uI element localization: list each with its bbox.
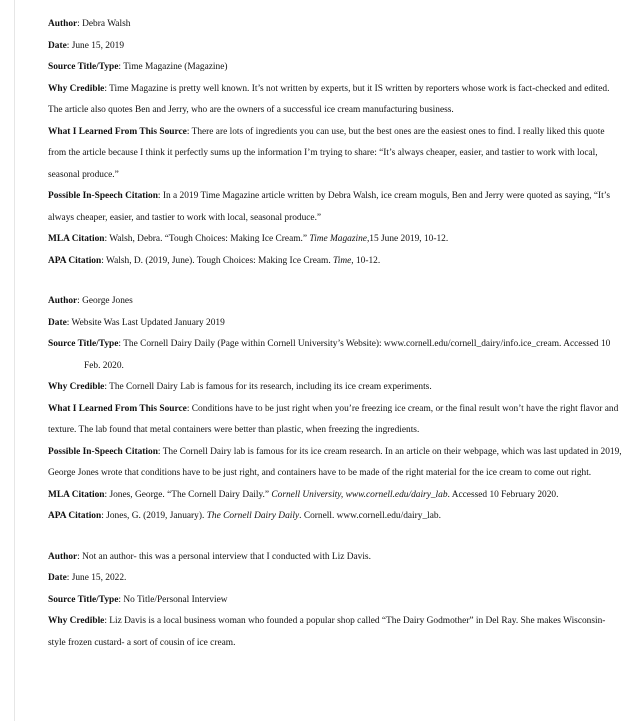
- date-value: June 15, 2022.: [71, 573, 127, 583]
- mla-text: Walsh, Debra. “Tough Choices: Making Ice Cream.”: [109, 234, 310, 244]
- possible-citation-value: In a 2019 Time Magazine article written by Debra Walsh, ice cream moguls, Ben and Jerry were quoted as saying, “It’s always cheaper, easier, and tastier to work with local, seasonal produce.”: [48, 191, 610, 223]
- why-credible-line: Why Credible: Time Magazine is pretty well known. It’s not written by experts, but it IS written by reporters whose work is fact-checked and edited. The article also quotes Ben and Jerry, who are the owners of a successful ice cream manufacturing business.: [48, 83, 610, 115]
- apa-label: APA Citation: [48, 255, 102, 266]
- source-entry: [48, 291, 623, 528]
- author-label: Author: [48, 551, 78, 562]
- source-entry: [48, 14, 623, 272]
- mla-text-end: ,15 June 2019, 10-12.: [366, 234, 449, 244]
- why-credible-line: Why Credible: The Cornell Dairy Lab is famous for its research, including its ice cream experiments.: [48, 382, 432, 392]
- date-line: Date: Website Was Last Updated January 2019: [48, 317, 225, 328]
- author-line: Author: George Jones: [48, 296, 133, 306]
- what-learned-label: What I Learned From This Source: [48, 403, 187, 414]
- date-label: Date: [48, 317, 67, 328]
- why-credible-value: Time Magazine is pretty well known. It’s not written by experts, but it IS written by reporters whose work is fact-checked and edited. The article also quotes Ben and Jerry, who are the owners of a successful ice cream manufacturing business.: [48, 83, 610, 115]
- date-label: Date: [48, 573, 67, 583]
- mla-text: Jones, George. “The Cornell Dairy Daily.”: [109, 489, 272, 500]
- mla-italic-title: Cornell University, www.cornell.edu/dairy_lab: [271, 489, 448, 500]
- source-title-value: The Cornell Dairy Daily (Page within Cornell University’s Website): www.cornell.edu/cornell_dairy/info.ice_cream. Accessed 10 Feb. 2020.: [84, 339, 611, 371]
- date-line: Date: June 15, 2019: [48, 40, 125, 51]
- what-learned-line: What I Learned From This Source: There are lots of ingredients you can use, but the best ones are the easiest ones to find. I really liked this quote from the article because I think it perfectly sums up the information I’m trying to share: “It’s always cheaper, easier, and tastier to work with local, seasonal produce.”: [48, 126, 605, 180]
- page-edge-line: [14, 0, 15, 721]
- source-title-label: Source Title/Type: [48, 62, 119, 72]
- mla-citation-line: MLA Citation: Walsh, Debra. “Tough Choices: Making Ice Cream.” Time Magazine,15 June 2019, 10-12.: [48, 234, 449, 244]
- date-label: Date: [48, 40, 67, 51]
- document-body: [48, 14, 623, 673]
- why-credible-line: Why Credible: Liz Davis is a local business woman who founded a popular shop called “The Dairy Godmother” in Del Ray. She makes Wisconsin-style frozen custard- a sort of cousin of ice cream.: [48, 616, 606, 648]
- mla-citation-line: MLA Citation: Jones, George. “The Cornell Dairy Daily.” Cornell University, www.cornell.edu/dairy_lab. Accessed 10 February 2020.: [48, 489, 559, 500]
- author-value: George Jones: [82, 296, 133, 306]
- source-entry: [48, 547, 623, 655]
- apa-label: APA Citation: [48, 511, 102, 521]
- author-line: Author: Debra Walsh: [48, 19, 131, 29]
- source-title-label: Source Title/Type: [48, 339, 119, 349]
- why-credible-value: The Cornell Dairy Lab is famous for its research, including its ice cream experiments.: [109, 382, 432, 392]
- apa-text: Jones, G. (2019, January).: [106, 511, 207, 521]
- date-value: Website Was Last Updated January 2019: [71, 317, 225, 328]
- author-label: Author: [48, 19, 78, 29]
- possible-citation-label: Possible In-Speech Citation: [48, 191, 158, 201]
- apa-text-end: , 10-12.: [351, 255, 381, 266]
- mla-text-end: . Accessed 10 February 2020.: [447, 489, 559, 500]
- date-value: June 15, 2019: [71, 40, 125, 51]
- mla-italic-title: Time Magazine: [309, 234, 367, 244]
- apa-text: Walsh, D. (2019, June). Tough Choices: Making Ice Cream.: [106, 255, 334, 266]
- author-line: Author: Not an author- this was a personal interview that I conducted with Liz Davis.: [48, 551, 371, 562]
- possible-citation-line: Possible In-Speech Citation: In a 2019 Time Magazine article written by Debra Walsh, ice cream moguls, Ben and Jerry were quoted as saying, “It’s always cheaper, easier, and tastier to work with local, seasonal produce.”: [48, 191, 610, 223]
- source-title-value: No Title/Personal Interview: [123, 594, 228, 605]
- source-title-line: Source Title/Type: Time Magazine (Magazine): [48, 62, 228, 72]
- apa-italic-title: Time: [333, 255, 352, 266]
- author-label: Author: [48, 296, 78, 306]
- possible-citation-label: Possible In-Speech Citation: [48, 446, 158, 457]
- possible-citation-value: The Cornell Dairy lab is famous for its ice cream research. In an article on their webpage, which was last updated in 2019, George Jones wrote that conditions have to be just right, and containers have to be made of the right material for the ice cream to come out right.: [48, 446, 622, 478]
- why-credible-label: Why Credible: [48, 616, 105, 626]
- why-credible-label: Why Credible: [48, 83, 105, 94]
- apa-citation-line: APA Citation: Walsh, D. (2019, June). Tough Choices: Making Ice Cream. Time, 10-12.: [48, 255, 381, 266]
- source-title-value: Time Magazine (Magazine): [123, 62, 228, 72]
- source-title-line: Source Title/Type: The Cornell Dairy Daily (Page within Cornell University’s Website): www.cornell.edu/cornell_dairy/info.ice_cream. Accessed 10 Feb. 2020.: [48, 339, 611, 371]
- apa-text-end: . Cornell. www.cornell.edu/dairy_lab.: [299, 511, 441, 521]
- possible-citation-line: Possible In-Speech Citation: The Cornell Dairy lab is famous for its ice cream research. In an article on their webpage, which was last updated in 2019, George Jones wrote that conditions have to be just right, and containers have to be made of the right material for the ice cream to come out right.: [48, 446, 622, 478]
- author-value: Debra Walsh: [82, 19, 131, 29]
- date-line: Date: June 15, 2022.: [48, 573, 127, 583]
- why-credible-label: Why Credible: [48, 382, 105, 392]
- why-credible-value: Liz Davis is a local business woman who founded a popular shop called “The Dairy Godmother” in Del Ray. She makes Wisconsin-style frozen custard- a sort of cousin of ice cream.: [48, 616, 606, 648]
- apa-citation-line: APA Citation: Jones, G. (2019, January). The Cornell Dairy Daily. Cornell. www.cornell.edu/dairy_lab.: [48, 511, 441, 521]
- mla-label: MLA Citation: [48, 234, 105, 244]
- mla-label: MLA Citation: [48, 489, 105, 500]
- what-learned-label: What I Learned From This Source: [48, 126, 187, 137]
- what-learned-value: Conditions have to be just right when you’re freezing ice cream, or the final result won’t have the right flavor and texture. The lab found that metal containers were better than plastic, when freezing the ingredients.: [48, 403, 619, 435]
- source-title-line: Source Title/Type: No Title/Personal Interview: [48, 594, 228, 605]
- what-learned-line: What I Learned From This Source: Conditions have to be just right when you’re freezing ice cream, or the final result won’t have the right flavor and texture. The lab found that metal containers were better than plastic, when freezing the ingredients.: [48, 403, 619, 435]
- source-title-label: Source Title/Type: [48, 594, 119, 605]
- what-learned-value: There are lots of ingredients you can use, but the best ones are the easiest ones to find. I really liked this quote from the article because I think it perfectly sums up the information I’m trying to share: “It’s always cheaper, easier, and tastier to work with local, seasonal produce.”: [48, 126, 605, 180]
- author-value: Not an author- this was a personal interview that I conducted with Liz Davis.: [82, 551, 371, 562]
- apa-italic-title: The Cornell Dairy Daily: [206, 511, 300, 521]
